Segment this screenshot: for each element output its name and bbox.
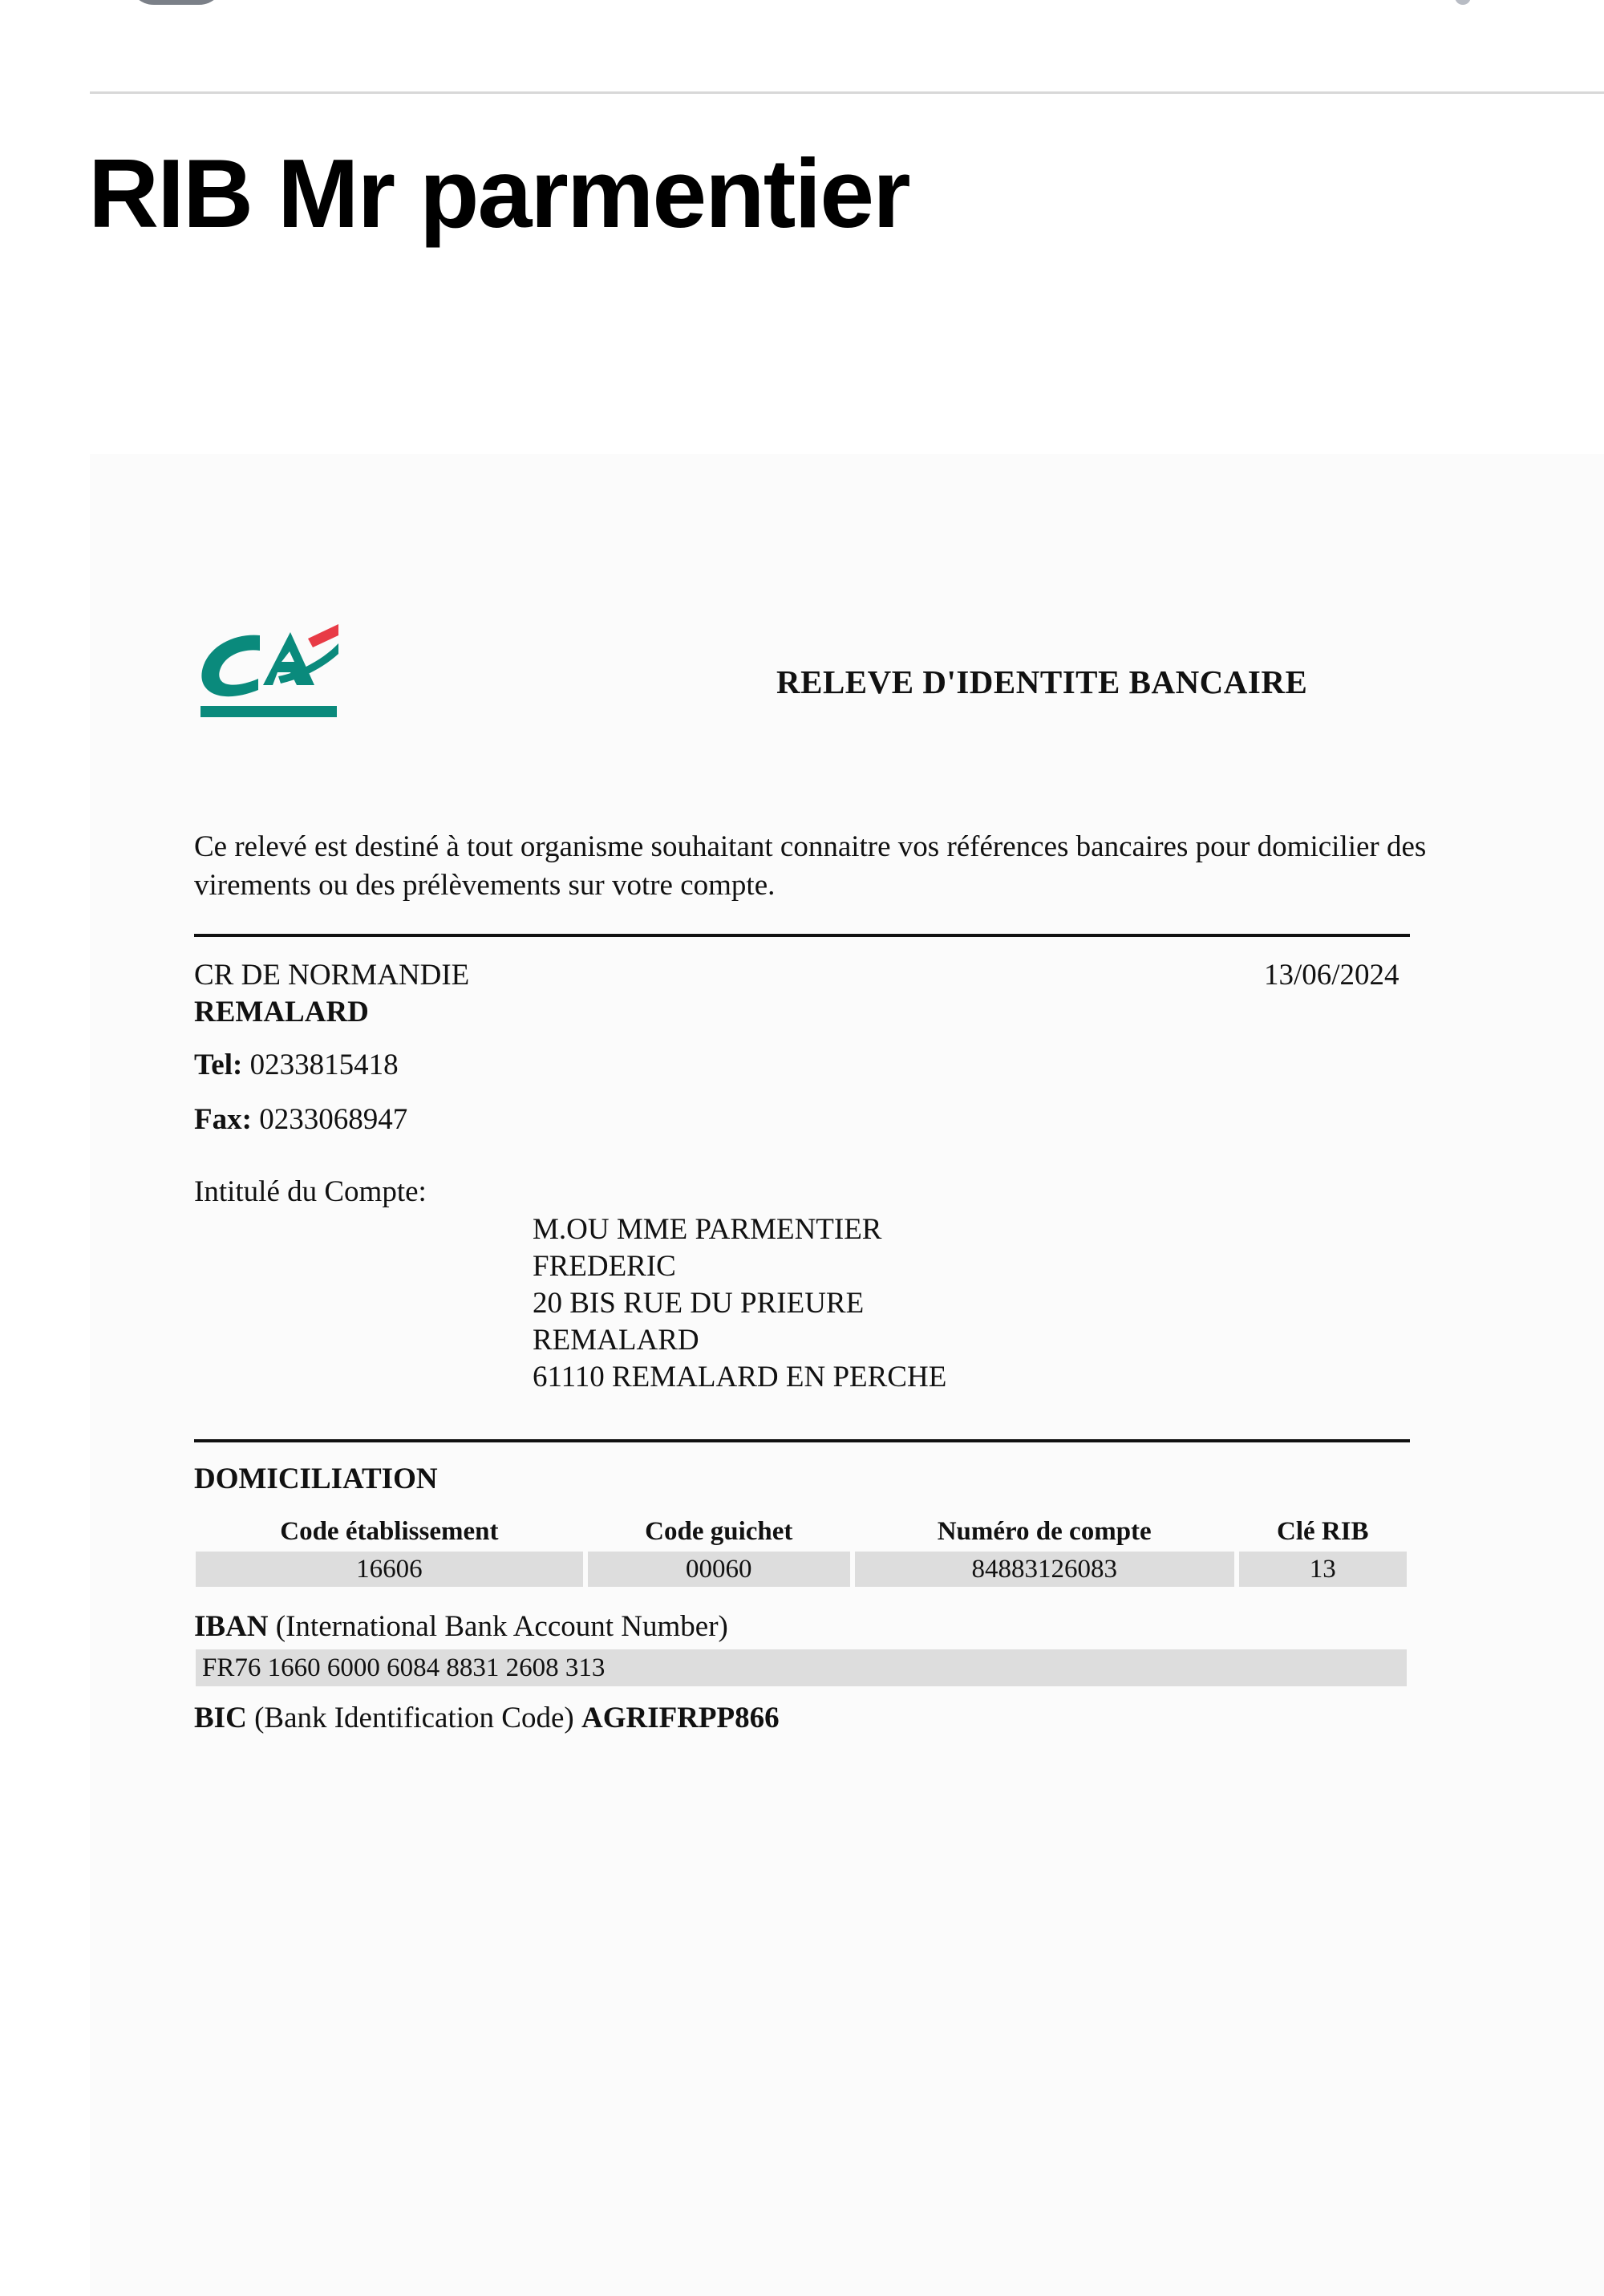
rib-code-table bbox=[196, 1516, 1407, 1587]
iban-value: FR76 1660 6000 6084 8831 2608 313 bbox=[202, 1653, 606, 1682]
fax-line bbox=[194, 1102, 407, 1138]
account-holder-postcode-city: 61110 REMALARD EN PERCHE bbox=[533, 1361, 947, 1393]
rib-code-header-row bbox=[196, 1516, 1407, 1547]
iban-line bbox=[194, 1609, 728, 1645]
bank-code-header: Code établissement bbox=[280, 1517, 499, 1546]
account-number-header: Numéro de compte bbox=[937, 1517, 1152, 1546]
bic-line bbox=[194, 1701, 780, 1736]
rib-document bbox=[90, 454, 1604, 2296]
document-title: RELEVE D'IDENTITE BANCAIRE bbox=[776, 663, 1308, 700]
iban-description: (International Bank Account Number) bbox=[268, 1610, 728, 1643]
account-holder-name: M.OU MME PARMENTIER bbox=[533, 1213, 882, 1246]
top-left-control-fragment bbox=[128, 0, 225, 5]
account-title-label: Intitulé du Compte: bbox=[194, 1175, 427, 1208]
rib-key-value: 13 bbox=[1239, 1552, 1407, 1587]
account-holder-first-name: FREDERIC bbox=[533, 1250, 676, 1283]
account-holder-block bbox=[533, 1211, 946, 1396]
domiciliation-title: DOMICILIATION bbox=[194, 1462, 438, 1495]
intro-text: Ce relevé est destiné à tout organisme souhaitant connaitre vos références bancaires pour domicilier des virements ou des prélèvements sur votre compte. bbox=[194, 830, 1427, 902]
branch-code-header: Code guichet bbox=[645, 1517, 793, 1546]
bank-code-value: 16606 bbox=[196, 1552, 583, 1587]
bic-description: (Bank Identification Code) bbox=[246, 1702, 581, 1734]
account-holder-street: 20 BIS RUE DU PRIEURE bbox=[533, 1287, 865, 1320]
agency-city: REMALARD bbox=[194, 996, 369, 1028]
branch-code-value: 00060 bbox=[588, 1552, 850, 1587]
top-right-control-fragment bbox=[1455, 0, 1471, 5]
account-number-value: 84883126083 bbox=[855, 1552, 1234, 1587]
rib-code-value-row bbox=[196, 1552, 1407, 1587]
iban-label: IBAN bbox=[194, 1610, 269, 1643]
section-divider-top bbox=[194, 934, 1410, 937]
statement-date: 13/06/2024 bbox=[1264, 959, 1399, 992]
fax-label: Fax: bbox=[194, 1103, 252, 1136]
iban-value-box bbox=[196, 1649, 1407, 1686]
credit-agricole-logo bbox=[196, 624, 340, 728]
telephone-line bbox=[194, 1048, 399, 1083]
rib-key-header: Clé RIB bbox=[1276, 1517, 1369, 1546]
bic-label: BIC bbox=[194, 1702, 247, 1734]
fax-value: 0233068947 bbox=[259, 1103, 408, 1136]
telephone-label: Tel: bbox=[194, 1049, 243, 1081]
bic-value: AGRIFRPP866 bbox=[581, 1702, 780, 1734]
agency-name: CR DE NORMANDIE bbox=[194, 959, 470, 992]
note-title: RIB Mr parmentier bbox=[88, 139, 909, 248]
section-divider-bottom bbox=[194, 1439, 1410, 1442]
telephone-value: 0233815418 bbox=[249, 1049, 399, 1081]
account-holder-locality: REMALARD bbox=[533, 1324, 699, 1357]
header-divider bbox=[90, 91, 1604, 94]
